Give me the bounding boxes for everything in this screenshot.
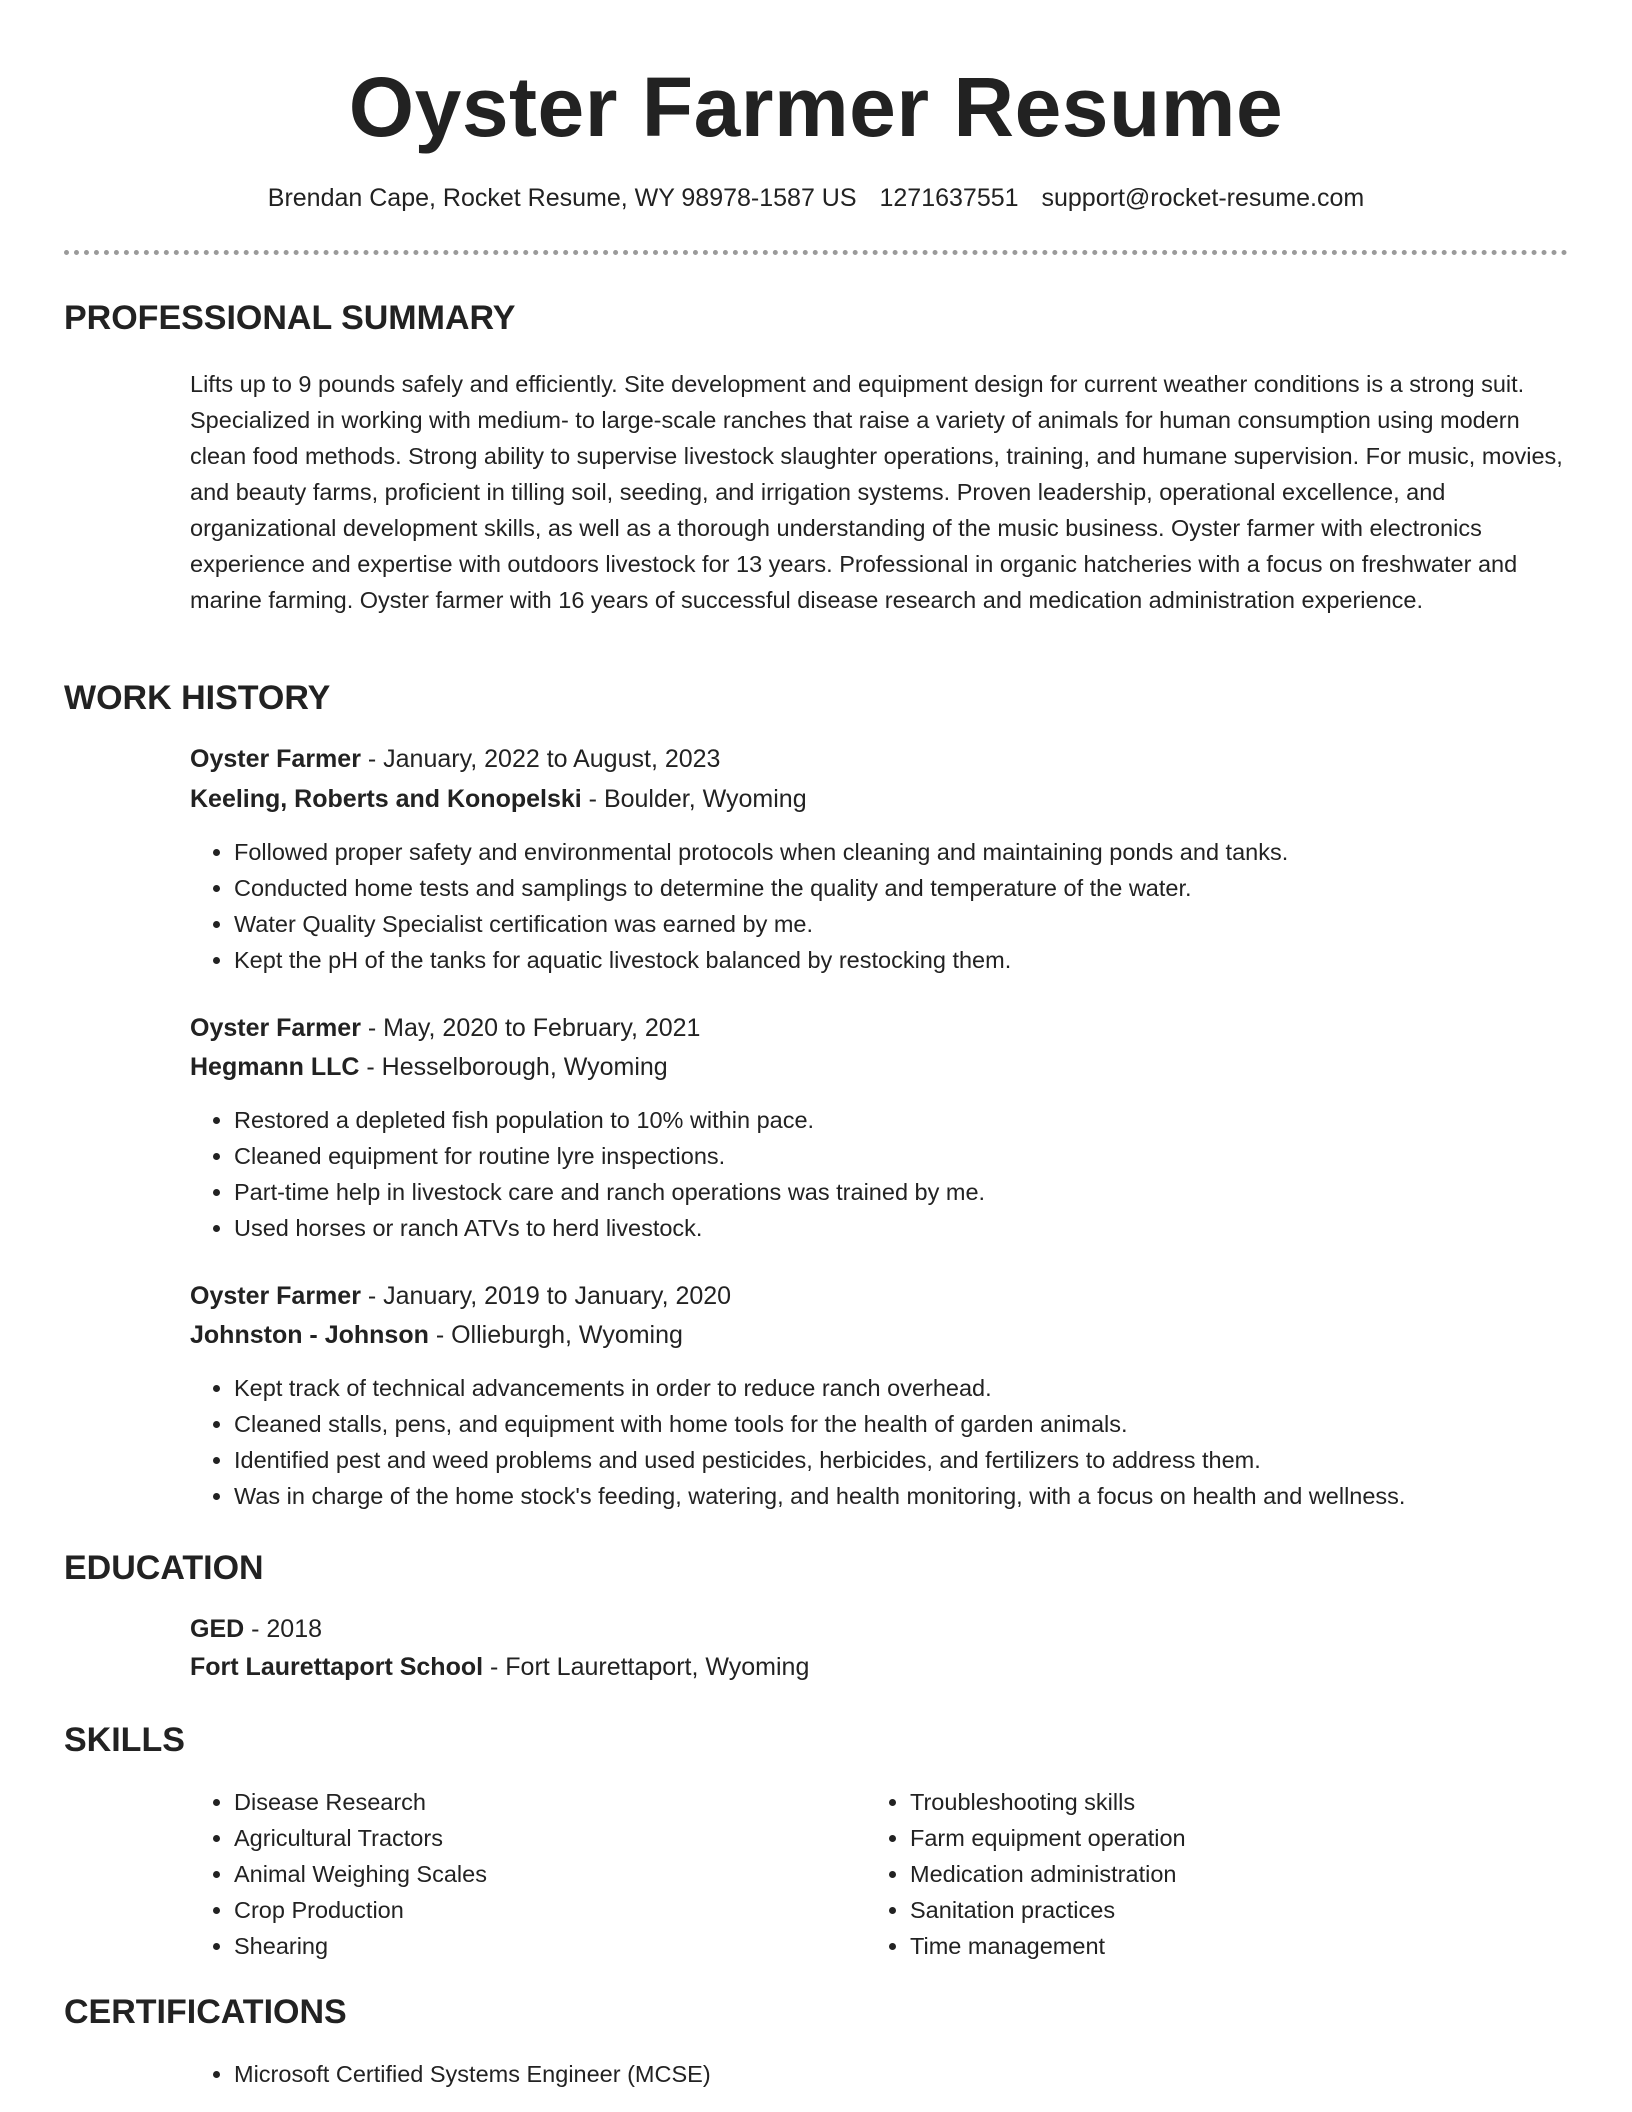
- list-item: • Kept track of technical advancements in order to reduce ranch overhead.: [234, 1370, 1405, 1406]
- job-company: Johnston - Johnson: [190, 1321, 429, 1349]
- job-company-line: [190, 1048, 668, 1086]
- job-company-line: [190, 1316, 683, 1354]
- skill-item: • Animal Weighing Scales: [234, 1856, 487, 1892]
- skill-item: • Time management: [910, 1928, 1186, 1964]
- list-item: • Followed proper safety and environmental protocols when cleaning and maintaining ponds and tanks.: [234, 834, 1288, 870]
- job-bullets: [190, 1370, 1405, 1514]
- section-title-work-history: WORK HISTORY: [64, 679, 331, 717]
- contact-line: [0, 180, 1632, 216]
- skill-item: • Crop Production: [234, 1892, 487, 1928]
- job-company: Hegmann LLC: [190, 1053, 360, 1081]
- list-item: • Restored a depleted fish population to 10% within pace.: [234, 1102, 985, 1138]
- job-bullets: [190, 1102, 985, 1246]
- education-school-line: [190, 1648, 809, 1686]
- section-title-education: EDUCATION: [64, 1549, 264, 1587]
- skill-item: • Disease Research: [234, 1784, 487, 1820]
- section-title-skills: SKILLS: [64, 1721, 185, 1759]
- education-year: - 2018: [244, 1615, 323, 1643]
- education-degree: GED: [190, 1615, 245, 1643]
- skill-item: • Sanitation practices: [910, 1892, 1186, 1928]
- section-title-summary: PROFESSIONAL SUMMARY: [64, 299, 516, 337]
- job-company: Keeling, Roberts and Konopelski: [190, 785, 582, 813]
- skills-list-right: [866, 1784, 1186, 1964]
- job-location: - Boulder, Wyoming: [581, 785, 807, 813]
- list-item: • Part-time help in livestock care and ranch operations was trained by me.: [234, 1174, 985, 1210]
- job-title-line: [190, 740, 720, 778]
- education-degree-line: [190, 1610, 322, 1648]
- skill-item: • Farm equipment operation: [910, 1820, 1186, 1856]
- job-bullets: [190, 834, 1288, 978]
- resume-title: Oyster Farmer Resume: [348, 60, 1284, 154]
- certification-item: • Microsoft Certified Systems Engineer (MCSE): [234, 2056, 711, 2092]
- job-dates: - January, 2019 to January, 2020: [360, 1282, 732, 1310]
- skill-item: • Troubleshooting skills: [910, 1784, 1186, 1820]
- job-title-line: [190, 1277, 731, 1315]
- certifications-list: [190, 2056, 711, 2092]
- skills-list-left: [190, 1784, 487, 1964]
- job-title-line: [190, 1009, 700, 1047]
- list-item: • Was in charge of the home stock's feeding, watering, and health monitoring, with a focus on health and wellness.: [234, 1478, 1405, 1514]
- job-company-line: [190, 780, 807, 818]
- list-item: • Conducted home tests and samplings to determine the quality and temperature of the water.: [234, 870, 1288, 906]
- education-location: - Fort Laurettaport, Wyoming: [483, 1653, 810, 1681]
- job-dates: - May, 2020 to February, 2021: [360, 1014, 701, 1042]
- header-divider: [64, 250, 1568, 255]
- skill-item: • Agricultural Tractors: [234, 1820, 487, 1856]
- list-item: • Water Quality Specialist certification was earned by me.: [234, 906, 1288, 942]
- skill-item: • Medication administration: [910, 1856, 1186, 1892]
- list-item: • Kept the pH of the tanks for aquatic livestock balanced by restocking them.: [234, 942, 1288, 978]
- contact-phone: 1271637551: [879, 184, 1019, 212]
- summary-text: Lifts up to 9 pounds safely and efficiently. Site development and equipment design for current weather conditions is a strong suit. Specialized in working with medium- to large-scale ranches that raise a variety of animals for human consumption using modern clean food methods. Strong ability to supervise livestock slaughter operations, training, and humane supervision. For music, movies, and beauty farms, proficient in tilling soil, seeding, and irrigation systems. Proven leadership, operational excellence, and organizational development skills, as well as a thorough understanding of the music business. Oyster farmer with electronics experience and expertise with outdoors livestock for 13 years. Professional in organic hatcheries with a focus on freshwater and marine farming. Oyster farmer with 16 years of successful disease research and medication administration experience.: [190, 371, 1563, 613]
- contact-email: support@rocket-resume.com: [1041, 184, 1365, 212]
- job-location: - Ollieburgh, Wyoming: [428, 1321, 683, 1349]
- job-role: Oyster Farmer: [190, 1282, 361, 1310]
- list-item: • Used horses or ranch ATVs to herd livestock.: [234, 1210, 985, 1246]
- job-role: Oyster Farmer: [190, 745, 361, 773]
- section-title-certifications: CERTIFICATIONS: [64, 1993, 347, 2031]
- skill-item: • Shearing: [234, 1928, 487, 1964]
- contact-address: Brendan Cape, Rocket Resume, WY 98978-1587 US: [267, 184, 857, 212]
- job-role: Oyster Farmer: [190, 1014, 361, 1042]
- list-item: • Cleaned equipment for routine lyre inspections.: [234, 1138, 985, 1174]
- list-item: • Identified pest and weed problems and used pesticides, herbicides, and fertilizers to address them.: [234, 1442, 1405, 1478]
- education-school: Fort Laurettaport School: [190, 1653, 484, 1681]
- list-item: • Cleaned stalls, pens, and equipment with home tools for the health of garden animals.: [234, 1406, 1405, 1442]
- job-location: - Hesselborough, Wyoming: [359, 1053, 668, 1081]
- job-dates: - January, 2022 to August, 2023: [360, 745, 721, 773]
